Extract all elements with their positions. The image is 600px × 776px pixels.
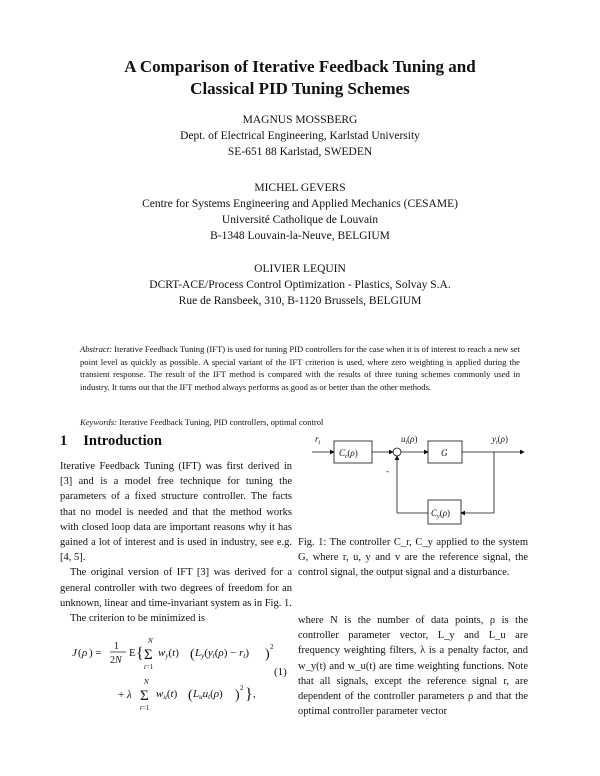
author-affiliation: DCRT-ACE/Process Control Optimization - Plastics, Solvay S.A. xyxy=(149,279,451,291)
svg-text:wu(t): wu(t) xyxy=(156,688,178,701)
svg-text:,: , xyxy=(253,688,256,700)
signal-u-label: $u_t(\rho)$ xyxy=(401,434,418,446)
signal-y-label: $y_t(\rho)$ xyxy=(492,434,508,446)
g-label: G xyxy=(441,448,448,458)
svg-text:N: N xyxy=(148,637,153,645)
author-block-2 xyxy=(0,180,600,244)
svg-text:) =: ) = xyxy=(89,647,102,659)
equation-1 xyxy=(60,630,292,720)
author-affiliation: Université Catholique de Louvain xyxy=(221,214,379,226)
paragraph: where N is the number of data points, ρ is the controller parameter vector, L_y and L_u are frequency weighting filters, λ is a penalty factor, and w_y(t) and w_u(t) are time weighting functions. Note that all signals, except the reference signal r, are dependent of the controller parameters ρ and that the optimal controller parameter vector xyxy=(298,615,528,718)
svg-text:ρ: ρ xyxy=(82,647,88,659)
minus-sign: - xyxy=(386,466,389,476)
svg-text:(: ( xyxy=(188,688,193,703)
paragraph: The original version of IFT [3] was derived for a general controller with two degrees of freedom for an unknown, linear and time-invariant system as in Fig. 1. xyxy=(60,567,292,609)
paper-title xyxy=(0,56,600,100)
svg-text:2: 2 xyxy=(240,684,244,692)
author-affiliation: Dept. of Electrical Engineering, Karlstad University xyxy=(180,130,420,142)
right-column xyxy=(298,613,528,719)
svg-text:N: N xyxy=(144,678,149,686)
svg-text:(: ( xyxy=(78,647,82,659)
figure-1-caption: Fig. 1: The controller C_r, C_y applied to the system G, where r, u, y and v are the reference signal, the control signal, the output signal and a disturbance. xyxy=(298,537,528,579)
author-name: MICHEL GEVERS xyxy=(254,182,346,194)
author-block-1 xyxy=(0,112,600,160)
title-line-1: A Comparison of Iterative Feedback Tuning and xyxy=(124,57,476,76)
svg-text:Σ: Σ xyxy=(140,688,149,704)
abstract xyxy=(80,343,520,393)
cr-label: $C_r(\rho)$ xyxy=(339,448,358,460)
equation-number: (1) xyxy=(274,666,287,678)
section-number: 1 xyxy=(60,433,68,449)
section-heading xyxy=(60,433,162,450)
svg-text:(: ( xyxy=(190,647,195,662)
svg-text:{: { xyxy=(136,645,144,662)
svg-text:t=1: t=1 xyxy=(144,663,154,671)
paragraph: Iterative Feedback Tuning (IFT) was first derived in [3] and is a model free technique for tuning the parameters of a fixed structure controller. The facts that no model is needed and that the method works with closed loop data are important reasons why it has gained a lot of interest and is used in industry, see e.g. [4, 5]. xyxy=(60,461,292,564)
author-name: OLIVIER LEQUIN xyxy=(254,263,346,275)
summing-junction xyxy=(393,448,401,456)
svg-text:): ) xyxy=(265,647,270,662)
author-address: Rue de Ransbeek, 310, B-1120 Brussels, BELGIUM xyxy=(178,295,422,307)
keywords xyxy=(80,417,520,427)
svg-text:Σ: Σ xyxy=(144,647,153,663)
author-address: B-1348 Louvain-la-Neuve, BELGIUM xyxy=(210,230,390,242)
author-block-3 xyxy=(0,261,600,309)
svg-text:): ) xyxy=(235,688,240,703)
keywords-label: Keywords: xyxy=(80,417,117,427)
svg-text:2N: 2N xyxy=(110,655,122,666)
svg-text:1: 1 xyxy=(114,641,119,652)
svg-text:Luut(ρ): Luut(ρ) xyxy=(193,688,223,701)
author-address: SE-651 88 Karlstad, SWEDEN xyxy=(227,146,373,158)
cy-label: $C_y(\rho)$ xyxy=(431,508,451,520)
figure-1-block-diagram xyxy=(298,430,530,530)
svg-text:t=1: t=1 xyxy=(140,704,150,712)
author-affiliation: Centre for Systems Engineering and Applied Mechanics (CESAME) xyxy=(142,198,458,210)
title-line-2: Classical PID Tuning Schemes xyxy=(190,79,410,98)
svg-text:E: E xyxy=(129,647,136,659)
svg-text:J: J xyxy=(72,647,77,659)
keywords-text: Iterative Feedback Tuning, PID controllers, optimal control xyxy=(119,417,324,427)
svg-text:+ λ: + λ xyxy=(118,689,132,701)
section-title: Introduction xyxy=(83,433,162,449)
svg-text:}: } xyxy=(245,686,253,703)
paragraph: The criterion to be minimized is xyxy=(70,613,206,625)
svg-text:wy(t): wy(t) xyxy=(158,647,179,660)
abstract-text: Iterative Feedback Tuning (IFT) is used for tuning PID controllers for the case when it is of interest to reach a new set point level as quickly as possible. A special variant of the IFT criterion is used, where zero weighting is applied during the transient response. The result of the IFT method is compared with the results of three tuning schemes commonly used in industry. It turns out that the IFT method always performs as good as or better than the other methods. xyxy=(80,344,520,392)
left-column xyxy=(60,459,292,626)
abstract-label: Abstract: xyxy=(80,344,112,354)
svg-text:2: 2 xyxy=(270,643,274,651)
author-name: MAGNUS MOSSBERG xyxy=(242,114,358,126)
svg-text:Ly(yt(ρ) − rt): Ly(yt(ρ) − rt) xyxy=(195,647,249,660)
signal-r-label: $r_t$ xyxy=(315,434,321,446)
